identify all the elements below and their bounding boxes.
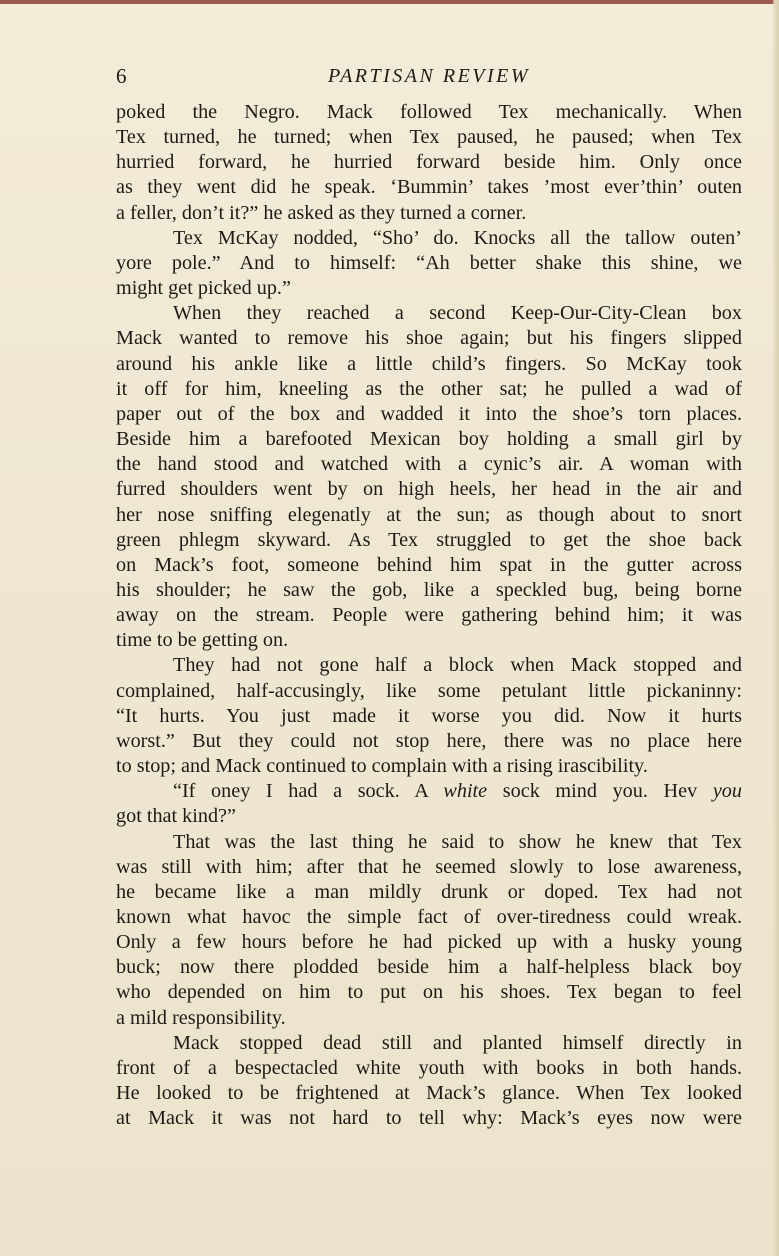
text-line: was still with him; after that he seemed slowly to lose awareness,: [116, 855, 742, 878]
text-line: [116, 804, 742, 829]
paragraph: [116, 779, 742, 829]
text-line: time to be getting on.: [116, 629, 289, 652]
text-line: might get picked up.”: [116, 277, 291, 300]
text-line: the hand stood and watched with a cynic’s air. A woman with: [116, 453, 742, 476]
text-line: Tex turned, he turned; when Tex paused, he paused; when Tex: [116, 126, 742, 149]
text-line: [116, 779, 742, 804]
paragraph: [116, 301, 742, 653]
text-line: it off for him, kneeling as the other sat; he pulled a wad of: [116, 377, 742, 400]
paragraph: [116, 100, 742, 226]
text-line: her nose sniffing elegenatly at the sun; as though about to snort: [116, 503, 742, 526]
text-line: They had not gone half a block when Mack stopped and: [173, 654, 742, 677]
running-head: PARTISAN REVIEW: [327, 65, 531, 87]
text-line: yore pole.” And to himself: “Ah better shake this shine, we: [116, 251, 742, 274]
text-line: a mild responsibility.: [116, 1006, 286, 1029]
text-line: who depended on him to put on his shoes. Tex began to feel: [116, 981, 742, 1004]
text-line: Tex McKay nodded, “Sho’ do. Knocks all the tallow outen’: [173, 226, 742, 249]
text-line: worst.” But they could not stop here, there was no place here: [116, 729, 742, 752]
paragraph: [116, 1031, 742, 1132]
text-line: around his ankle like a little child’s fingers. So McKay took: [116, 352, 742, 375]
text-line: complained, half-accusingly, like some petulant little pickaninny:: [116, 679, 742, 702]
page-header: [116, 64, 742, 94]
page-number: 6: [116, 64, 127, 88]
text-line: as they went did he speak. ‘Bummin’ takes ’most ever’thin’ outen: [116, 176, 742, 199]
text-line: poked the Negro. Mack followed Tex mechanically. When: [116, 101, 742, 123]
text-line: hurried forward, he hurried forward beside him. Only once: [116, 151, 742, 174]
page-top-edge: [0, 0, 779, 4]
text-line: Only a few hours before he had picked up with a husky young: [116, 931, 742, 954]
paragraph: [116, 226, 742, 301]
italic-word: you: [712, 780, 742, 803]
text-line: Mack wanted to remove his shoe again; but his fingers slipped: [116, 327, 742, 350]
text-line: known what havoc the simple fact of over-tiredness could wreak.: [116, 906, 742, 928]
page-right-edge: [772, 0, 779, 1256]
italic-word: white: [443, 780, 488, 803]
text-line: Beside him a barefooted Mexican boy holding a small girl by: [116, 428, 742, 451]
text-line: That was the last thing he said to show he knew that Tex: [173, 830, 742, 853]
text-line: “It hurts. You just made it worse you did. Now it hurts: [116, 704, 742, 727]
text-run: “If oney I had a sock. A: [173, 780, 444, 803]
text-run: sock mind you. Hev: [487, 780, 713, 803]
text-line: paper out of the box and wadded it into the shoe’s torn places.: [116, 402, 742, 425]
text-line: a feller, don’t it?” he asked as they turned a corner.: [116, 201, 527, 224]
text-line: at Mack it was not hard to tell why: Mack’s eyes now were: [116, 1107, 742, 1130]
text-line: furred shoulders went by on high heels, her head in the air and: [116, 478, 742, 501]
text-line: away on the stream. People were gathering behind him; it was: [116, 604, 742, 627]
text-run: got that kind?”: [116, 805, 236, 828]
text-line: front of a bespectacled white youth with books in both hands.: [116, 1056, 742, 1079]
paragraph: [116, 653, 742, 779]
text-line: his shoulder; he saw the gob, like a speckled bug, being borne: [116, 578, 742, 601]
paragraph: [116, 830, 742, 1031]
text-line: to stop; and Mack continued to complain with a rising irascibility.: [116, 755, 648, 778]
text-line: When they reached a second Keep-Our-City-Clean box: [173, 302, 742, 325]
text-line: on Mack’s foot, someone behind him spat in the gutter across: [116, 553, 742, 576]
text-line: buck; now there plodded beside him a half-helpless black boy: [116, 956, 742, 979]
body-text: [116, 100, 742, 1131]
text-line: He looked to be frightened at Mack’s glance. When Tex looked: [116, 1082, 742, 1105]
text-line: he became like a man mildly drunk or doped. Tex had not: [116, 880, 742, 903]
text-line: green phlegm skyward. As Tex struggled to get the shoe back: [116, 528, 742, 551]
text-line: Mack stopped dead still and planted himself directly in: [173, 1031, 742, 1054]
